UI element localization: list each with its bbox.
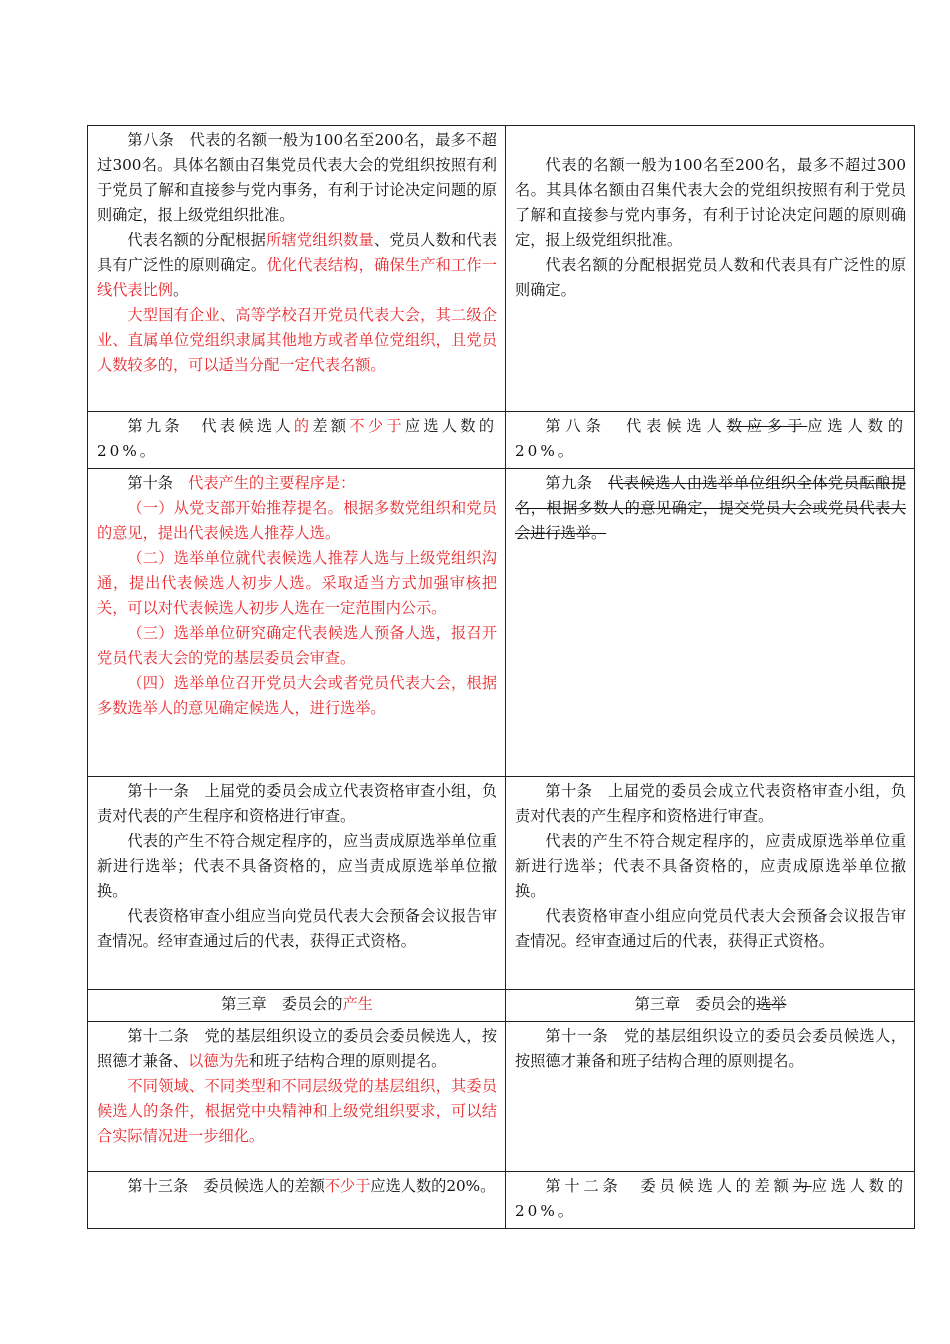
added-text: 不同领域、不同类型和不同层级党的基层组织，其委员候选人的条件，根据党中央精神和上级党组织要求，可以结合实际情况进一步细化。 <box>97 1077 497 1145</box>
added-text: 不少于 <box>324 1177 371 1195</box>
old-text-cell <box>506 1022 915 1172</box>
text-run: 应选人数的20%。 <box>370 1177 496 1195</box>
paragraph <box>97 128 497 228</box>
added-text: 以德为先 <box>188 1052 249 1070</box>
paragraph <box>97 1074 497 1149</box>
text-run: 代表名额的分配根据 <box>127 231 267 249</box>
chapter-heading-new <box>88 990 506 1022</box>
chapter-heading-old <box>506 990 915 1022</box>
comparison-table <box>87 125 915 1229</box>
table-row <box>88 412 915 469</box>
added-text: 代表产生的主要程序是： <box>188 474 356 492</box>
paragraph <box>97 471 497 496</box>
paragraph <box>515 414 906 464</box>
paragraph <box>515 829 906 904</box>
text-run: 第十二条 委员候选人的差额 <box>545 1177 793 1195</box>
added-text: 所辖党组织数量 <box>266 231 374 249</box>
added-text: （一）从党支部开始推荐提名。根据多数党组织和党员的意见，提出代表候选人推荐人选。 <box>97 499 497 542</box>
paragraph <box>515 253 906 303</box>
text-run: 代表的名额一般为100名至200名，最多不超过300名。其具体名额由召集代表大会的党组织按照有利于党员了解和直接参与党内事务，有利于讨论决定问题的原则确定，报上级党组织批准。 <box>515 156 906 249</box>
paragraph <box>515 1024 906 1074</box>
text-run: 。 <box>172 281 189 299</box>
added-text: 大型国有企业、高等学校召开党员代表大会，其二级企业、直属单位党组织隶属其他地方或者单位党组织，且党员人数较多的，可以适当分配一定代表名额。 <box>97 306 497 374</box>
text-run: 第十一条 党的基层组织设立的委员会委员候选人，按照德才兼备和班子结构合理的原则提名。 <box>515 1027 906 1070</box>
text-run: 代表名额的分配根据党员人数和代表具有广泛性的原则确定。 <box>515 256 906 299</box>
table-row <box>88 126 915 412</box>
text-run: 第十条 <box>127 474 189 492</box>
old-text-cell <box>506 412 915 469</box>
paragraph <box>97 414 497 464</box>
text-run: 、党员人数和代表具有广泛性的原则确定。 <box>97 231 498 274</box>
paragraph <box>97 1024 497 1074</box>
paragraph <box>515 153 906 253</box>
text-run: 应选人数的20%。 <box>515 1177 907 1220</box>
text-run: 第八条 代表的名额一般为100名至200名，最多不超过300名。具体名额由召集党员代表大会的党组织按照有利于党员了解和直接参与党内事务，有利于讨论决定问题的原则确定，报上级党组织批准。 <box>97 131 497 224</box>
text-run: 代表资格审查小组应向党员代表大会预备会议报告审查情况。经审查通过后的代表，获得正式资格。 <box>515 907 906 950</box>
new-text-cell <box>88 126 506 412</box>
table-row <box>88 777 915 990</box>
text-run: 第三章 委员会的 <box>221 995 343 1013</box>
paragraph <box>97 303 497 378</box>
text-run: 第十三条 委员候选人的差额 <box>127 1177 325 1195</box>
text-run: 第十条 上届党的委员会成立代表资格审查小组，负责对代表的产生程序和资格进行审查。 <box>515 782 906 825</box>
text-run: 第三章 委员会的 <box>634 995 757 1013</box>
deleted-text: 代表候选人由选举单位组织全体党员酝酿提名，根据多数人的意见确定，提交党员大会或党员代表大会进行选举。 <box>515 474 907 542</box>
paragraph <box>97 992 497 1017</box>
text-run: 第十一条 上届党的委员会成立代表资格审查小组，负责对代表的产生程序和资格进行审查。 <box>97 782 497 825</box>
added-text: （三）选举单位研究确定代表候选人预备人选，报召开党员代表大会的党的基层委员会审查。 <box>97 624 497 667</box>
added-text: （二）选举单位就代表候选人推荐人选与上级党组织沟通，提出代表候选人初步人选。采取适当方式加强审核把关，可以对代表候选人初步人选在一定范围内公示。 <box>97 549 497 617</box>
paragraph <box>97 829 497 904</box>
added-text: 不少于 <box>349 417 405 435</box>
old-text-cell <box>506 126 915 412</box>
text-run: 第九条 <box>545 474 609 492</box>
paragraph <box>515 471 906 546</box>
paragraph <box>97 671 497 721</box>
text-run: 代表资格审查小组应当向党员代表大会预备会议报告审查情况。经审查通过后的代表，获得正式资格。 <box>97 907 497 950</box>
text-run: 和班子结构合理的原则提名。 <box>248 1052 447 1070</box>
new-text-cell <box>88 1022 506 1172</box>
added-text: 的 <box>293 417 313 435</box>
paragraph <box>515 992 906 1017</box>
text-run: 差额 <box>312 417 350 435</box>
table-row <box>88 469 915 777</box>
paragraph <box>97 904 497 954</box>
deleted-text: 为 <box>792 1177 812 1195</box>
paragraph <box>515 904 906 954</box>
text-run: 应选人数的20%。 <box>97 417 498 460</box>
paragraph <box>97 1174 497 1199</box>
old-text-cell <box>506 469 915 777</box>
deleted-text: 选举 <box>756 995 787 1013</box>
new-text-cell <box>88 777 506 990</box>
new-text-cell <box>88 412 506 469</box>
text-run: 应选人数的20%。 <box>515 417 907 460</box>
old-text-cell <box>506 777 915 990</box>
text-run: 第十二条 党的基层组织设立的委员会委员候选人，按照德才兼备、 <box>97 1027 497 1070</box>
text-run: 第八条 代表候选人 <box>545 417 727 435</box>
text-run: 代表的产生不符合规定程序的，应当责成原选举单位重新进行选举；代表不具备资格的，应当责成原选举单位撤换。 <box>97 832 497 900</box>
old-text-cell <box>506 1172 915 1229</box>
paragraph <box>515 779 906 829</box>
text-run: 代表的产生不符合规定程序的，应责成原选举单位重新进行选举；代表不具备资格的，应责成原选举单位撤换。 <box>515 832 906 900</box>
text-run: 第九条 代表候选人 <box>127 417 294 435</box>
added-text: 优化代表结构，确保生产和工作一线代表比例 <box>97 256 498 299</box>
new-text-cell <box>88 1172 506 1229</box>
table-row <box>88 990 915 1022</box>
deleted-text: 数应多于 <box>726 417 808 435</box>
table-row <box>88 1172 915 1229</box>
paragraph <box>97 228 497 303</box>
paragraph <box>97 546 497 621</box>
added-text: （四）选举单位召开党员大会或者党员代表大会，根据多数选举人的意见确定候选人，进行选举。 <box>97 674 497 717</box>
paragraph <box>97 621 497 671</box>
added-text: 产生 <box>342 995 373 1013</box>
paragraph <box>515 1174 906 1224</box>
paragraph <box>97 496 497 546</box>
new-text-cell <box>88 469 506 777</box>
paragraph <box>97 779 497 829</box>
table-row <box>88 1022 915 1172</box>
